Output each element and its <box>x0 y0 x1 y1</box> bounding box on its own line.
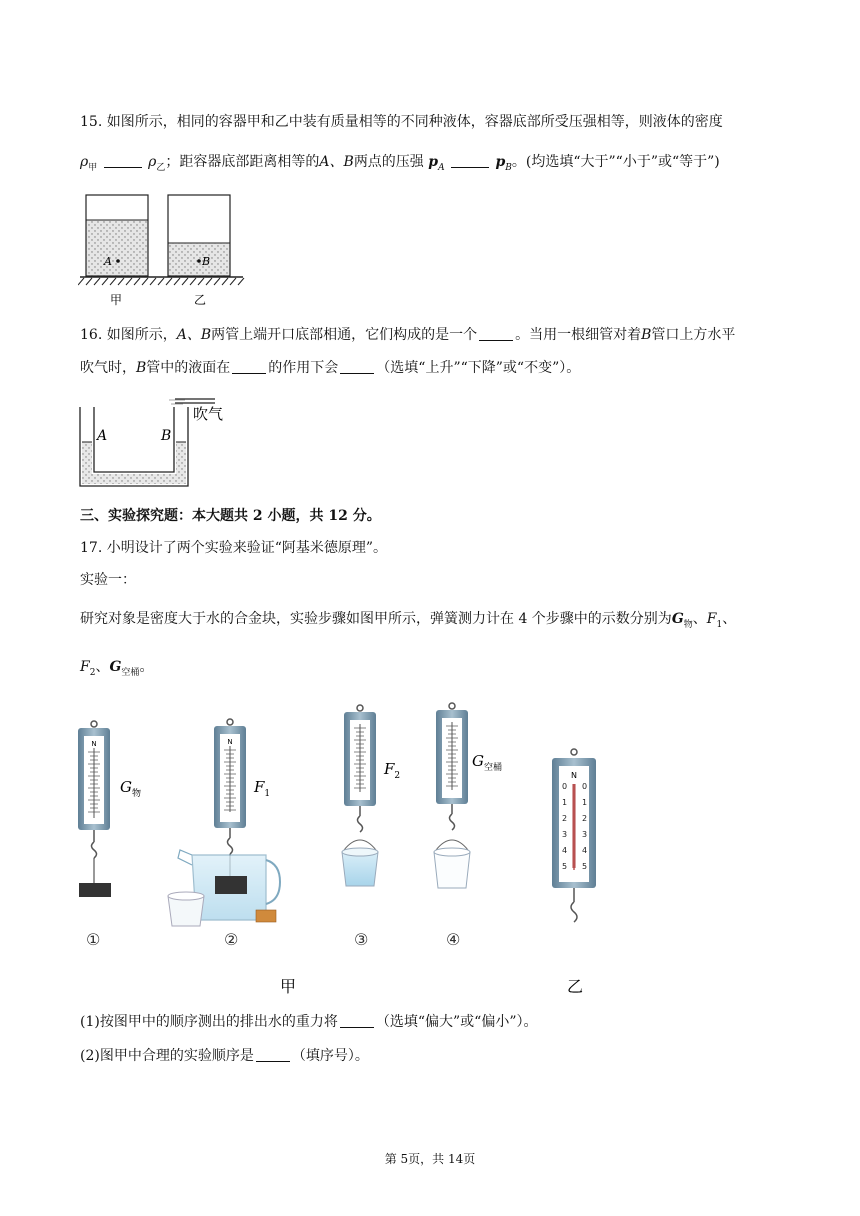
q17-sub1: (1)按图甲中的顺序测出的排出水的重力将 （选填“偏大”或“偏小”）。 <box>80 1014 538 1030</box>
svg-text:B: B <box>202 255 211 268</box>
svg-text:0: 0 <box>562 782 568 791</box>
spring-scale-4 <box>434 703 502 888</box>
q16-line2: 吹气时，B管中的液面在 的作用下会 （选填“上升”“下降”或“不变”）。 <box>80 360 581 376</box>
spring-scale-1 <box>78 721 141 897</box>
svg-text:①: ① <box>86 930 101 949</box>
svg-text:1: 1 <box>562 798 568 807</box>
u-tube-figure <box>75 392 245 492</box>
q15-line2: $\rho_甲$ $\rho_乙$；距容器底部距离相等的A、B两点的压强 $p_A$ $p_B$。(均选填“大于”“小于”或“等于”) <box>80 154 720 173</box>
svg-text:N: N <box>227 738 233 746</box>
q16-line1: 16. 如图所示，A、B两管上端开口底部相通，它们构成的是一个 。当用一根细管对着B管口上方水平 <box>80 327 736 343</box>
svg-text:③: ③ <box>354 930 369 949</box>
answer-blank[interactable] <box>104 153 142 168</box>
svg-text:3: 3 <box>582 830 588 839</box>
q17-line1: 17. 小明设计了两个实验来验证“阿基米德原理”。 <box>80 540 388 556</box>
svg-text:4: 4 <box>582 846 588 855</box>
svg-text:B: B <box>161 428 172 444</box>
svg-text:2: 2 <box>562 814 568 823</box>
point-a <box>116 259 120 263</box>
svg-text:甲: 甲 <box>110 293 123 307</box>
svg-text:乙: 乙 <box>194 293 207 307</box>
answer-blank[interactable] <box>451 153 489 168</box>
point-b <box>197 259 201 263</box>
u-tube-liquid <box>82 442 186 484</box>
answer-blank[interactable] <box>479 326 513 341</box>
svg-text:G物: $G_物$ <box>120 778 141 799</box>
spring-scale-figure <box>70 700 630 1000</box>
svg-text:N: N <box>91 740 97 748</box>
page-footer: 第 5页，共 14页 <box>384 1152 476 1166</box>
q17-exp1: 实验一： <box>80 572 136 588</box>
svg-text:F2: $F_2$ <box>384 760 401 781</box>
svg-text:3: 3 <box>562 830 568 839</box>
svg-text:④: ④ <box>446 930 461 949</box>
svg-text:1: 1 <box>582 798 588 807</box>
q17-line3: 研究对象是密度大于水的合金块，实验步骤如图甲所示，弹簧测力计在 4 个步骤中的示数分别为$G_物$、$F_1$、 <box>80 611 737 630</box>
svg-text:②: ② <box>224 930 239 949</box>
svg-text:乙: 乙 <box>567 977 584 996</box>
svg-text:吹气: 吹气 <box>193 405 224 423</box>
spring-scale-2 <box>168 719 280 926</box>
liquid-jia <box>86 220 148 276</box>
svg-text:A: A <box>104 255 112 268</box>
svg-text:5: 5 <box>562 862 568 871</box>
svg-text:F1: $F_1$ <box>254 778 271 799</box>
svg-text:0: 0 <box>582 782 588 791</box>
q17-sub2: (2)图甲中合理的实验顺序是 （填序号）。 <box>80 1048 369 1064</box>
answer-blank[interactable] <box>340 1013 374 1028</box>
section-heading: 三、实验探究题：本大题共 2 小题，共 12 分。 <box>80 508 381 524</box>
svg-text:2: 2 <box>582 814 588 823</box>
q17-line4: $F_2$、$G_{空桶}$。 <box>80 659 154 678</box>
svg-text:G空桶: $G_{空桶}$ <box>472 752 502 773</box>
answer-blank[interactable] <box>340 359 374 374</box>
q15-line1: 15. 如图所示，相同的容器甲和乙中装有质量相等的不同种液体，容器底部所受压强相等，则液体的密度 <box>80 114 723 130</box>
spring-scale-3 <box>342 705 400 886</box>
svg-text:A: A <box>97 428 108 444</box>
svg-text:N: N <box>571 771 577 780</box>
spring-scale-yi <box>552 749 596 922</box>
svg-text:甲: 甲 <box>280 977 297 996</box>
svg-text:5: 5 <box>582 862 588 871</box>
containers-figure <box>78 190 248 310</box>
answer-blank[interactable] <box>256 1047 290 1062</box>
answer-blank[interactable] <box>232 359 266 374</box>
svg-text:4: 4 <box>562 846 568 855</box>
